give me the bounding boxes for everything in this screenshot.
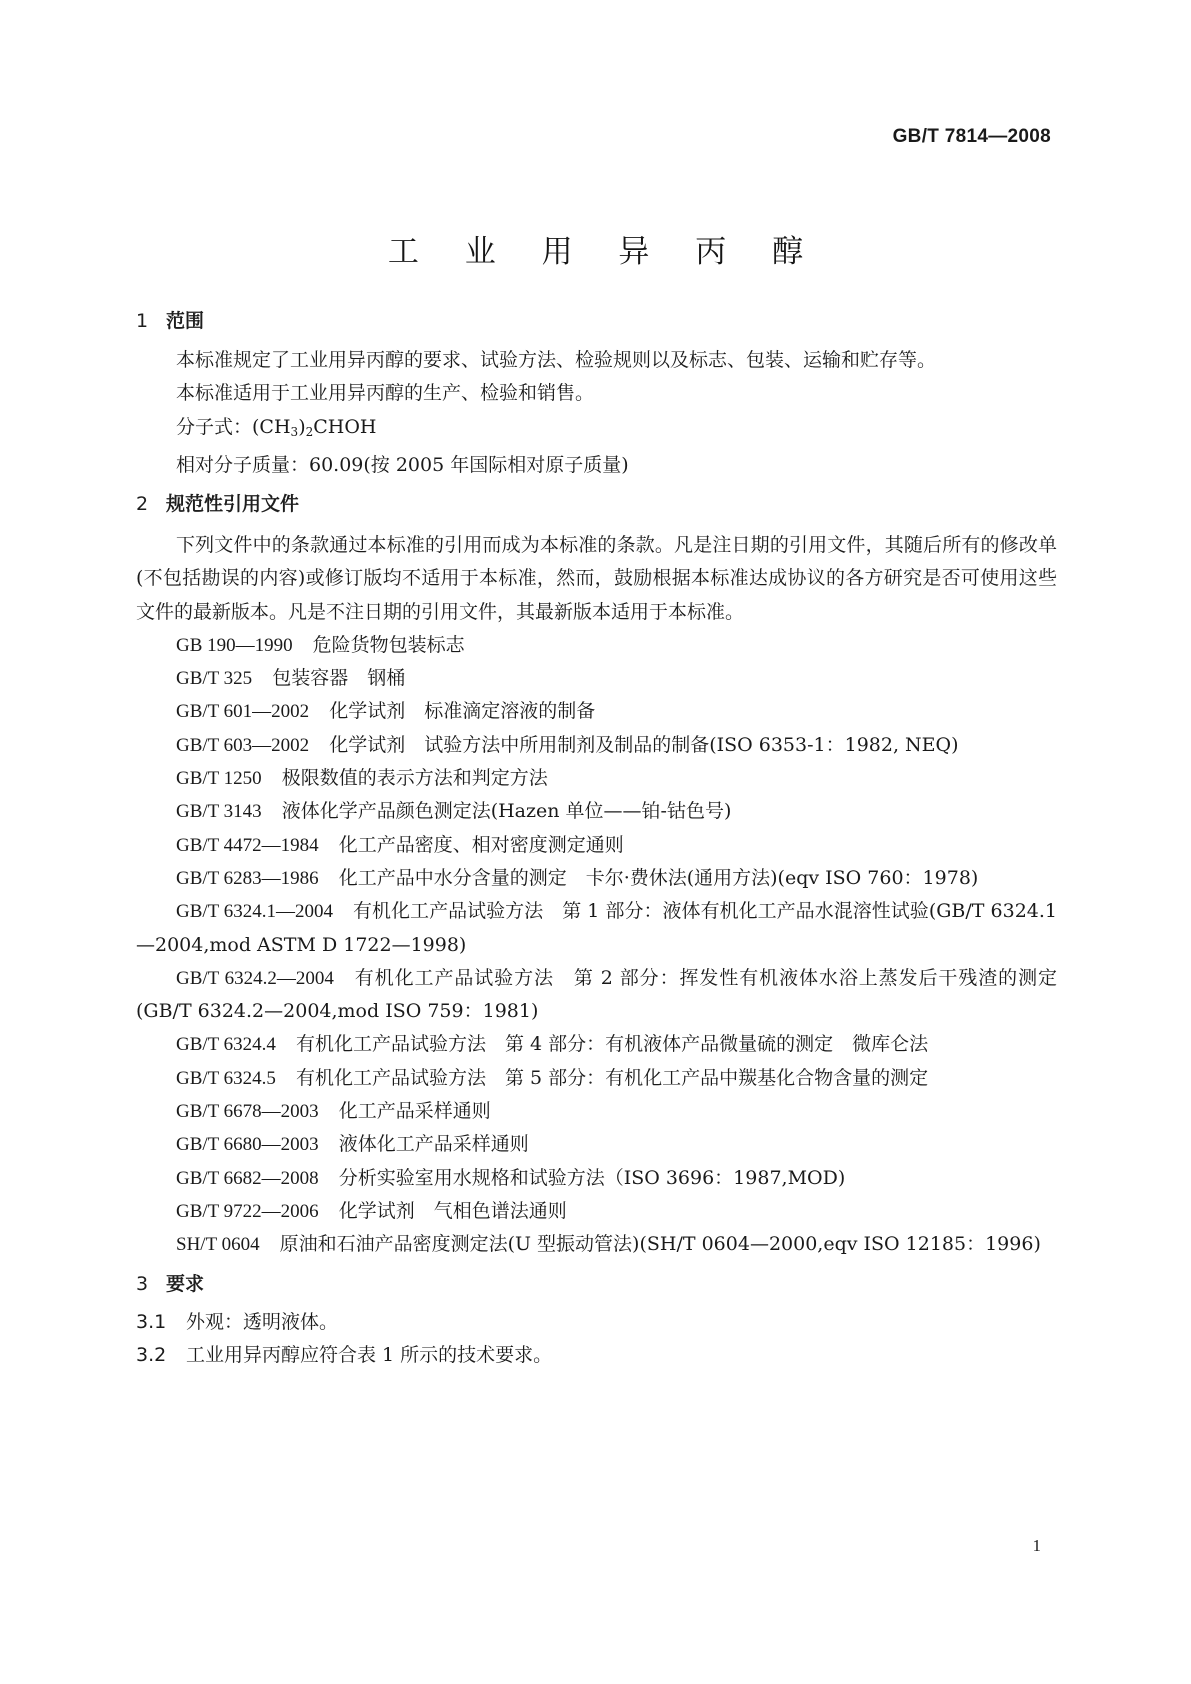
reference-title: 原油和石油产品密度测定法(U 型振动管法)(SH/T 0604—2000,eqv ISO 12185：1996) <box>279 1233 1041 1256</box>
reference-code: GB/T 325 <box>176 668 253 690</box>
clause-3-2 <box>136 1339 1057 1372</box>
reference-code: GB/T 9722—2006 <box>176 1200 319 1222</box>
reference-title: 有机化工产品试验方法 第 2 部分：挥发性有机液体水浴上蒸发后干残渣的测定(GB/T 6324.2—2004,mod ISO 759：1981) <box>136 966 1058 1023</box>
section-title: 要求 <box>166 1273 205 1295</box>
formula-part: ) <box>298 415 306 438</box>
section-title: 规范性引用文件 <box>166 493 300 515</box>
molecular-formula <box>136 411 1057 449</box>
formula-part: CHOH <box>313 415 377 438</box>
section-number: 2 <box>136 493 149 515</box>
formula-label: 分子式： <box>176 415 253 438</box>
reference-title: 有机化工产品试验方法 第 1 部分：液体有机化工产品水混溶性试验(GB/T 6324.1—2004,mod ASTM D 1722—1998) <box>136 900 1057 956</box>
formula-part: (CH <box>252 415 291 438</box>
reference-title: 极限数值的表示方法和判定方法 <box>281 767 548 790</box>
clause-number: 3.1 <box>136 1311 167 1333</box>
section-2-body <box>136 529 1057 1262</box>
paragraph: 下列文件中的条款通过本标准的引用而成为本标准的条款。凡是注日期的引用文件，其随后所有的修改单(不包括勘误的内容)或修订版均不适用于本标准，然而，鼓励根据本标准达成协议的各方研究是否可使用这些文件的最新版本。凡是不注日期的引用文件，其最新版本适用于本标准。 <box>136 534 1057 623</box>
reference-item <box>136 829 1057 862</box>
reference-code: SH/T 0604 <box>176 1234 260 1256</box>
section-number: 1 <box>136 310 149 332</box>
formula-subscript: 3 <box>290 424 299 439</box>
clause-text: 工业用异丙醇应符合表 1 所示的技术要求。 <box>186 1344 553 1367</box>
reference-item <box>136 795 1057 828</box>
reference-title: 包装容器 钢桶 <box>272 667 406 690</box>
clause-text: 外观：透明液体。 <box>186 1311 339 1333</box>
formula-subscript: 2 <box>305 424 314 439</box>
reference-title: 有机化工产品试验方法 第 4 部分：有机液体产品微量硫的测定 微库仑法 <box>295 1033 929 1056</box>
section-3-heading <box>136 1269 204 1296</box>
reference-code: GB/T 6283—1986 <box>176 867 319 889</box>
reference-item <box>136 1228 1057 1261</box>
reference-code: GB/T 1250 <box>176 768 262 790</box>
reference-code: GB/T 4472—1984 <box>176 834 319 856</box>
reference-code: GB 190—1990 <box>176 634 293 656</box>
reference-item <box>136 895 1057 962</box>
reference-item <box>136 729 1057 762</box>
section-title: 范围 <box>166 310 205 332</box>
reference-code: GB/T 6678—2003 <box>176 1101 319 1123</box>
reference-item <box>136 1028 1057 1061</box>
reference-code: GB/T 6324.1—2004 <box>176 901 333 923</box>
reference-title: 化工产品密度、相对密度测定通则 <box>338 833 624 856</box>
reference-item <box>136 1062 1057 1095</box>
reference-item <box>136 762 1057 795</box>
reference-item <box>136 862 1057 895</box>
paragraph: 本标准规定了工业用异丙醇的要求、试验方法、检验规则以及标志、包装、运输和贮存等。 <box>176 349 937 371</box>
reference-title: 分析实验室用水规格和试验方法（ISO 3696：1987,MOD) <box>338 1166 846 1189</box>
reference-code: GB/T 6324.5 <box>176 1067 276 1089</box>
reference-title: 化学试剂 气相色谱法通则 <box>338 1199 567 1222</box>
reference-item <box>136 629 1057 662</box>
clause-number: 3.2 <box>136 1344 167 1367</box>
section-2-heading <box>136 489 299 516</box>
reference-item <box>136 1195 1057 1228</box>
reference-title: 化学试剂 试验方法中所用制剂及制品的制备(ISO 6353-1：1982, NEQ) <box>329 733 959 756</box>
reference-code: GB/T 6680—2003 <box>176 1134 319 1156</box>
section-3-body <box>136 1306 1057 1373</box>
reference-title: 危险货物包装标志 <box>312 633 465 656</box>
document-code: GB/T 7814—2008 <box>892 126 1051 147</box>
reference-item <box>136 1095 1057 1128</box>
reference-item <box>136 962 1057 1029</box>
reference-item <box>136 1128 1057 1161</box>
reference-title: 化工产品中水分含量的测定 卡尔·费休法(通用方法)(eqv ISO 760：1978) <box>338 866 979 889</box>
document-title: 工 业 用 异 丙 醇 <box>387 234 822 270</box>
reference-code: GB/T 6682—2008 <box>176 1167 319 1189</box>
reference-item <box>136 1162 1057 1195</box>
page-number: 1 <box>1032 1536 1041 1555</box>
section-1-body <box>136 344 1057 482</box>
reference-code: GB/T 3143 <box>176 801 262 823</box>
reference-item <box>136 695 1057 728</box>
reference-code: GB/T 6324.2—2004 <box>176 967 334 989</box>
reference-code: GB/T 603—2002 <box>176 734 310 756</box>
reference-title: 化工产品采样通则 <box>338 1100 491 1123</box>
reference-title: 有机化工产品试验方法 第 5 部分：有机化工产品中羰基化合物含量的测定 <box>295 1066 929 1089</box>
reference-item <box>136 662 1057 695</box>
molar-mass: 相对分子质量：60.09(按 2005 年国际相对原子质量) <box>176 453 629 476</box>
section-number: 3 <box>136 1273 149 1295</box>
reference-title: 液体化工产品采样通则 <box>338 1133 529 1156</box>
clause-3-1 <box>136 1306 1057 1339</box>
reference-code: GB/T 6324.4 <box>176 1034 276 1056</box>
reference-title: 液体化学产品颜色测定法(Hazen 单位——铂-钴色号) <box>281 800 732 823</box>
reference-title: 化学试剂 标准滴定溶液的制备 <box>329 700 596 723</box>
section-1-heading <box>136 306 204 333</box>
paragraph: 本标准适用于工业用异丙醇的生产、检验和销售。 <box>176 382 595 405</box>
reference-code: GB/T 601—2002 <box>176 701 310 723</box>
